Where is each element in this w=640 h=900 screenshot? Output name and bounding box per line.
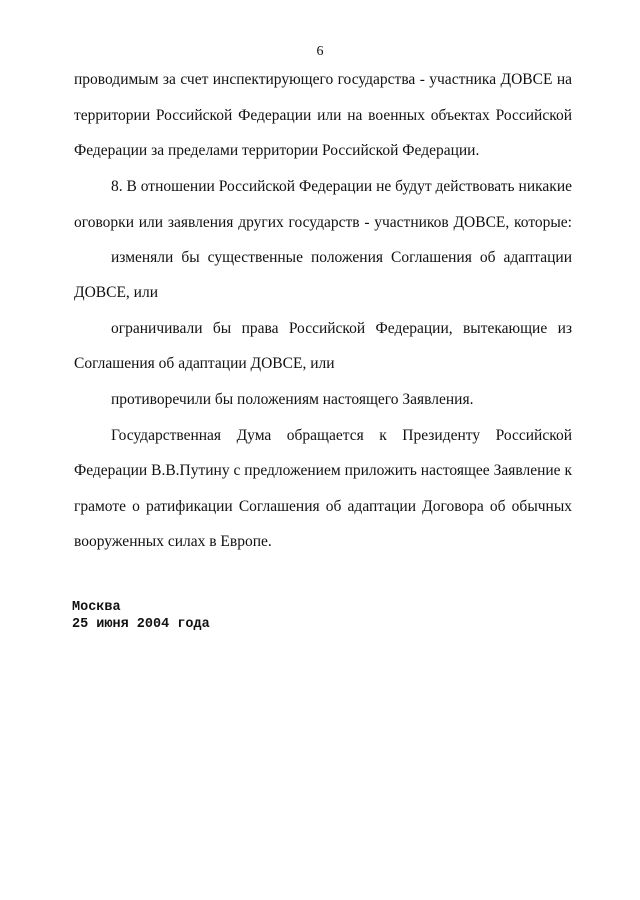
text-line: грамоте о ратификации Соглашения об адаптации Договора об обычных: [74, 498, 572, 515]
text-line: изменяли бы существенные положения Соглашения об адаптации: [111, 249, 572, 266]
text-line: проводимым за счет инспектирующего государства - участника ДОВСЕ на: [74, 71, 572, 88]
text-line: оговорки или заявления других государств - участников ДОВСЕ, которые:: [74, 214, 572, 231]
text-line: территории Российской Федерации или на военных объектах Российской: [74, 107, 572, 124]
page-number: 6: [316, 44, 324, 59]
text-line: Федерации за пределами территории Российской Федерации.: [74, 142, 480, 159]
text-line: Федерации В.В.Путину с предложением приложить настоящее Заявление к: [74, 462, 572, 479]
text-line: противоречили бы положениям настоящего Заявления.: [111, 391, 474, 408]
signature-city: Москва: [72, 600, 121, 615]
text-line: вооруженных силах в Европе.: [74, 533, 272, 550]
signature-date: 25 июня 2004 года: [72, 617, 210, 632]
text-line: ДОВСЕ, или: [74, 284, 158, 301]
text-line: ограничивали бы права Российской Федерации, вытекающие из: [111, 320, 572, 337]
text-line: 8. В отношении Российской Федерации не будут действовать никакие: [111, 178, 572, 195]
text-line: Государственная Дума обращается к Президенту Российской: [111, 427, 572, 444]
text-line: Соглашения об адаптации ДОВСЕ, или: [74, 355, 335, 372]
